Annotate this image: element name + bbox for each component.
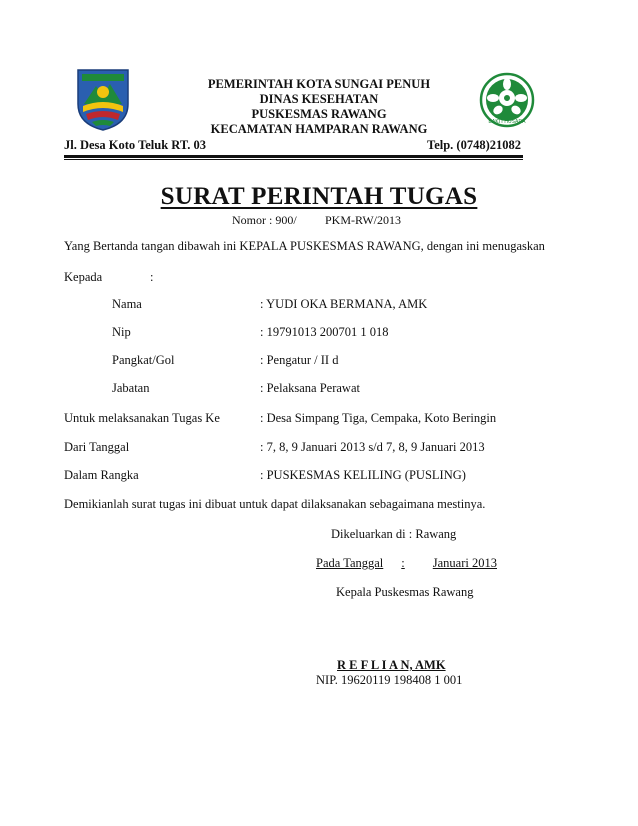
detail-value-rangka: : PUSKESMAS KELILING (PUSLING) bbox=[260, 468, 466, 482]
closing-text: Demikianlah surat tugas ini dibuat untuk dapat dilaksanakan sebagaimana mestinya. bbox=[64, 497, 486, 511]
header-address: Jl. Desa Koto Teluk RT. 03 bbox=[64, 138, 207, 152]
detail-value-tugas: : Desa Simpang Tiga, Cempaka, Koto Beringin bbox=[260, 411, 497, 425]
header-line-4: KECAMATAN HAMPARAN RAWANG bbox=[210, 122, 428, 136]
intro-text: Yang Bertanda tangan dibawah ini KEPALA PUSKESMAS RAWANG, dengan ini menugaskan bbox=[64, 239, 545, 253]
date-colon: : bbox=[401, 556, 405, 570]
field-value-nama: : YUDI OKA BERMANA, AMK bbox=[260, 297, 428, 311]
field-label-pangkat: Pangkat/Gol bbox=[112, 353, 175, 367]
letterhead-rule-thin bbox=[64, 159, 523, 160]
nomor-code: PKM-RW/2013 bbox=[325, 213, 402, 227]
document-title-text: SURAT PERINTAH TUGAS bbox=[160, 183, 478, 210]
letterhead-rule-thick bbox=[64, 155, 523, 158]
kepada-label: Kepada bbox=[64, 270, 103, 284]
bakti-husada-logo-text: BAKTI HUSADA bbox=[488, 119, 526, 125]
date-value: Januari 2013 bbox=[432, 556, 497, 570]
signer-nip: NIP. 19620119 198408 1 001 bbox=[316, 673, 463, 687]
detail-label-rangka: Dalam Rangka bbox=[64, 468, 139, 482]
field-value-pangkat: : Pengatur / II d bbox=[260, 353, 339, 367]
date-line bbox=[316, 556, 497, 571]
detail-value-tanggal: : 7, 8, 9 Januari 2013 s/d 7, 8, 9 Januari 2013 bbox=[260, 440, 485, 454]
kepada-colon: : bbox=[150, 270, 154, 284]
nomor-label: Nomor : 900/ bbox=[232, 213, 297, 227]
issued-place: Dikeluarkan di : Rawang bbox=[331, 527, 457, 541]
signer-name: R E F L I A N, AMK bbox=[337, 658, 446, 672]
detail-label-tanggal: Dari Tanggal bbox=[64, 440, 130, 454]
header-line-1: PEMERINTAH KOTA SUNGAI PENUH bbox=[207, 77, 431, 91]
field-label-jabatan: Jabatan bbox=[112, 381, 150, 395]
field-value-jabatan: : Pelaksana Perawat bbox=[260, 381, 360, 395]
signer-position: Kepala Puskesmas Rawang bbox=[336, 585, 474, 599]
detail-label-tugas: Untuk melaksanakan Tugas Ke bbox=[64, 411, 220, 425]
header-line-2: DINAS KESEHATAN bbox=[259, 92, 379, 106]
document-title bbox=[0, 183, 638, 211]
field-label-nip: Nip bbox=[112, 325, 131, 339]
header-line-3: PUSKESMAS RAWANG bbox=[251, 107, 387, 121]
field-label-nama: Nama bbox=[112, 297, 142, 311]
date-label: Pada Tanggal bbox=[316, 556, 384, 570]
field-value-nip: : 19791013 200701 1 018 bbox=[260, 325, 389, 339]
header-phone: Telp. (0748)21082 bbox=[427, 138, 521, 152]
